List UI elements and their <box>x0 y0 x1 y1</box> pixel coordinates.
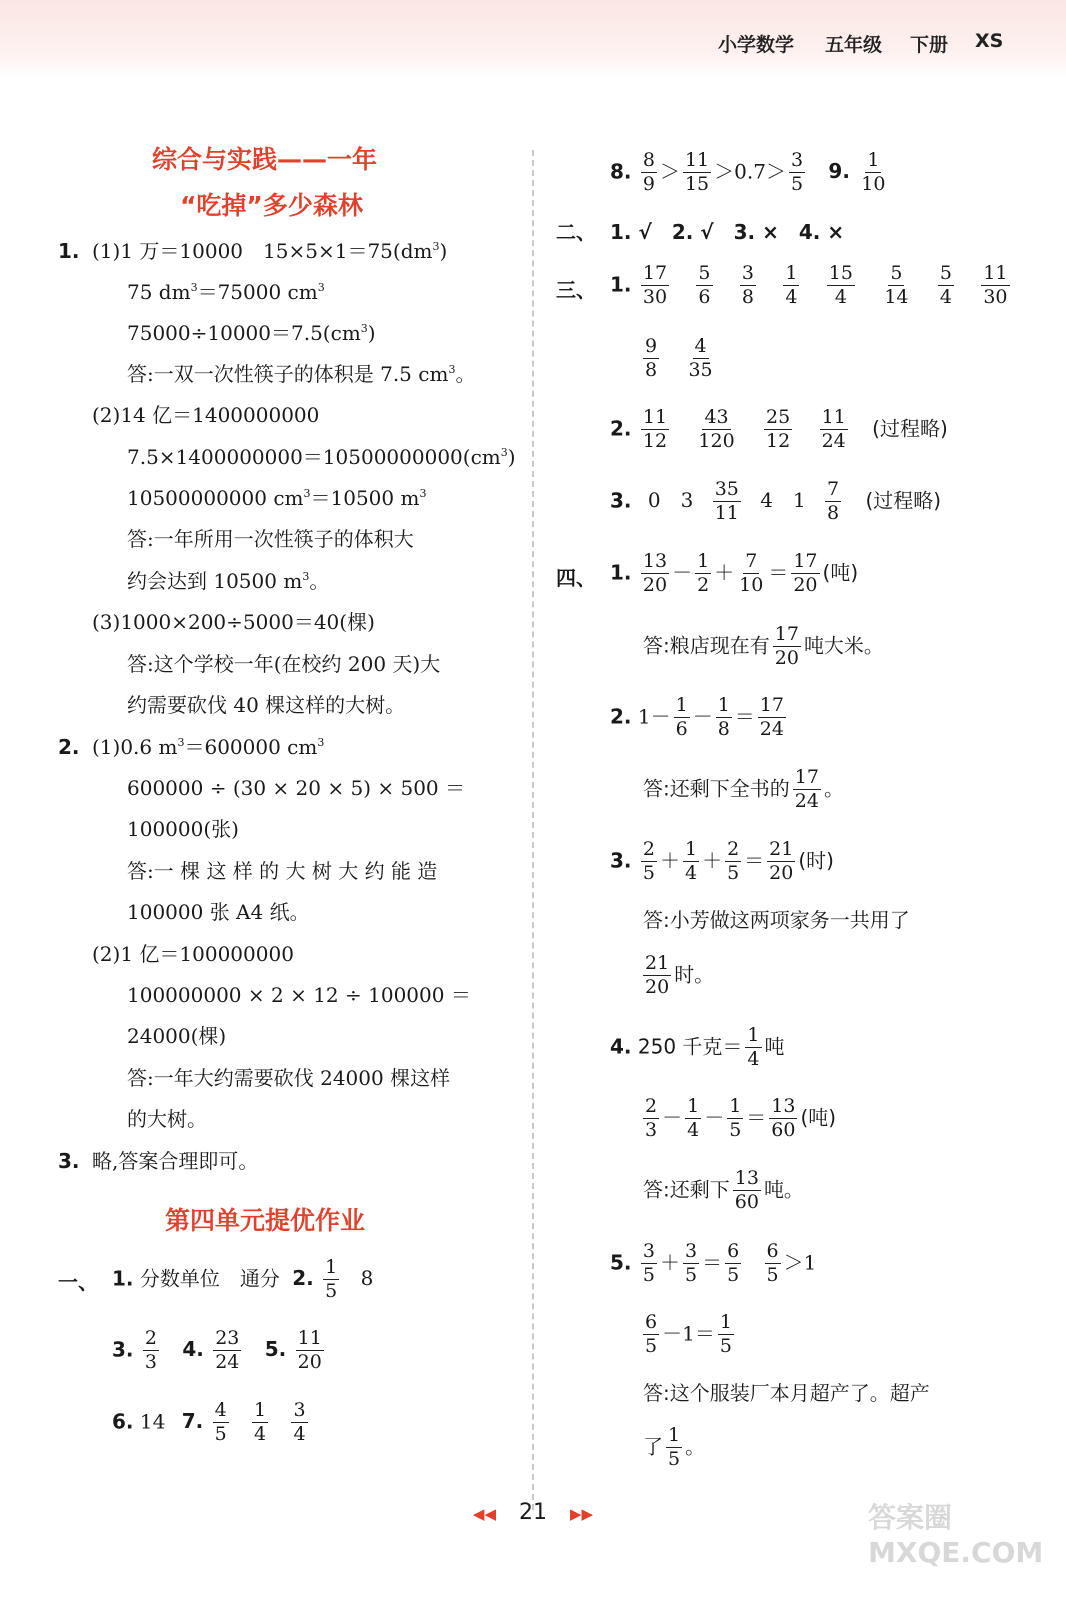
fraction: $\frac{23}{24}$ <box>215 1327 240 1374</box>
fraction: $\frac{35}{11}$ <box>714 478 739 525</box>
fraction: $\frac{15}{4}$ <box>828 262 853 309</box>
fraction: $\frac{21}{20}$ <box>769 838 794 885</box>
column-divider <box>532 150 534 1510</box>
fraction: $\frac{11}{24}$ <box>821 406 846 453</box>
fraction: $\frac{2}{3}$ <box>144 1327 157 1374</box>
answer-line: 答:一年所用一次性筷子的体积大 <box>127 527 414 551</box>
answer-line: (2)1 亿＝100000000 <box>92 942 294 966</box>
answer-line <box>640 336 718 382</box>
fraction: $\frac{11}{20}$ <box>297 1327 322 1374</box>
fraction: $\frac{9}{8}$ <box>645 335 658 382</box>
answer-line: 6. 14 7. $\frac{4}{5}$ $\frac{1}{4}$ $\frac{3}{4}$ <box>112 1399 306 1446</box>
section-label: 一、 <box>58 1270 98 1294</box>
answer-line: 100000 张 A4 纸。 <box>127 900 310 924</box>
watermark: 答案圈 MXQE.COM <box>868 1501 1044 1569</box>
fraction: $\frac{3}{5}$ <box>642 1240 655 1287</box>
answer-line: (3)1000×200÷5000＝40(棵) <box>92 610 375 634</box>
fraction: $\frac{11}{30}$ <box>983 262 1008 309</box>
answer-line: 略,答案合理即可。 <box>92 1149 259 1173</box>
answer-line: 1. 分数单位 通分 2. $\frac{1}{5}$ 8 <box>112 1256 374 1303</box>
fraction: $\frac{1}{5}$ <box>325 1256 338 1303</box>
fraction: $\frac{2}{5}$ <box>727 838 740 885</box>
fraction: $\frac{2}{3}$ <box>645 1095 658 1142</box>
fraction: $\frac{1}{6}$ <box>675 694 688 741</box>
answer-line: 1. $\frac{13}{20}$ － $\frac{1}{2}$ ＋ $\frac{7}{10}$ ＝ $\frac{17}{20}$ (吨) <box>610 550 859 597</box>
answer-line: 答:一双一次性筷子的体积是 7.5 $cm^3$。 <box>127 362 476 386</box>
answer-line: 约会达到 10500 $m^3$。 <box>127 569 330 593</box>
answer-line: (2)14 亿＝1400000000 <box>92 403 320 427</box>
header-volume: 下册 <box>910 34 949 56</box>
fraction: $\frac{1}{4}$ <box>785 262 798 309</box>
answer-line: (1)1 万＝10000 $15\times 5\times 1=75(dm^3)$ <box>92 239 448 263</box>
fraction: $\frac{11}{15}$ <box>684 149 710 196</box>
answer-line: (1)0.6 $m^3=600000$ $cm^3$ <box>92 735 325 759</box>
fraction: $\frac{3}{8}$ <box>741 262 754 309</box>
prev-page-arrows-icon[interactable]: ◀◀ <box>472 1505 496 1523</box>
answer-line: 100000(张) <box>127 817 239 841</box>
answer-line: 24000(棵) <box>127 1024 227 1048</box>
section-title: 综合与实践——一年 <box>152 145 378 174</box>
question-number: 3. <box>58 1149 80 1173</box>
answer-line: 8. $\frac{8}{9}$ ＞ $\frac{11}{15}$ ＞0.7＞ $\frac{3}{5}$ 9. $\frac{1}{10}$ <box>610 149 886 196</box>
fraction: $\frac{3}{5}$ <box>790 149 804 196</box>
answer-line: 5. $\frac{3}{5}$ ＋ $\frac{3}{5}$ ＝ $\frac{6}{5}$ $\frac{6}{5}$ ＞1 <box>610 1240 817 1287</box>
question-number: 2. <box>58 735 80 759</box>
fraction: $\frac{1}{4}$ <box>747 1024 760 1071</box>
answer-line: 1. $\frac{17}{30}$ $\frac{5}{6}$ $\frac{3}{8}$ $\frac{1}{4}$ $\frac{15}{4}$ $\frac{5}{14}$ $\frac{5}{4}$ $\frac{11}{30}$ <box>610 262 1008 309</box>
page-number: 21 <box>519 1500 547 1525</box>
fraction: $\frac{7}{8}$ <box>827 478 840 525</box>
section-subtitle: “吃掉”多少森林 <box>180 191 363 220</box>
fraction: $\frac{4}{5}$ <box>214 1399 227 1446</box>
answer-line: 2. $\frac{11}{12}$ $\frac{43}{120}$ $\frac{25}{12}$ $\frac{11}{24}$ (过程略) <box>610 406 948 453</box>
fraction: $\frac{1}{5}$ <box>719 1311 732 1358</box>
fraction: $\frac{3}{5}$ <box>684 1240 698 1287</box>
answer-line: 600000 ÷ (30 × 20 × 5) × 500 ＝ <box>127 776 465 800</box>
fraction: $\frac{1}{10}$ <box>861 149 886 196</box>
answer-line: 4. 250 千克＝ $\frac{1}{4}$ 吨 <box>610 1024 785 1071</box>
fraction: $\frac{11}{12}$ <box>642 406 668 453</box>
fraction: $\frac{1}{5}$ <box>729 1095 742 1142</box>
section-label: 二、 <box>556 220 596 244</box>
fraction: $\frac{1}{8}$ <box>717 694 730 741</box>
fraction: $\frac{1}{5}$ <box>668 1424 681 1471</box>
fraction: $\frac{17}{24}$ <box>794 766 819 813</box>
header-band <box>0 0 1066 78</box>
answer-line: $7.5\times 1400000000=10500000000(cm^3)$ <box>127 445 516 469</box>
answer-line: 约需要砍伐 40 棵这样的大树。 <box>127 693 406 717</box>
answer-line: 10500000000 $cm^3=10500$ $m^3$ <box>127 486 427 510</box>
fraction: $\frac{17}{30}$ <box>642 262 668 309</box>
fraction: $\frac{1}{4}$ <box>684 838 698 885</box>
fraction: $\frac{7}{10}$ <box>739 550 764 597</box>
answer-line: 的大树。 <box>127 1107 207 1131</box>
answer-line: 答:还剩下全书的 $\frac{17}{24}$ 。 <box>643 766 844 813</box>
fraction: $\frac{17}{20}$ <box>793 550 818 597</box>
fraction: $\frac{6}{5}$ <box>766 1240 779 1287</box>
fraction: $\frac{5}{14}$ <box>884 262 909 309</box>
next-page-arrows-icon[interactable]: ▶▶ <box>570 1505 594 1523</box>
question-number: 1. <box>58 239 80 263</box>
fraction: $\frac{17}{24}$ <box>759 694 784 741</box>
fraction: $\frac{5}{6}$ <box>698 262 711 309</box>
section-label: 三、 <box>556 278 596 302</box>
answer-line: 答:一 棵 这 样 的 大 树 大 约 能 造 <box>127 859 438 883</box>
answer-line: 答:一年大约需要砍伐 24000 棵这样 <box>127 1066 451 1090</box>
answer-line: $75000\div 10000=7.5(cm^3)$ <box>127 321 376 345</box>
answer-line: 3. $\frac{2}{3}$ 4. $\frac{23}{24}$ 5. $\frac{11}{20}$ <box>112 1327 322 1374</box>
answer-line: 3. 0 3 $\frac{35}{11}$ 4 1 $\frac{7}{8}$ (过程略) <box>610 478 942 525</box>
fraction: $\frac{43}{120}$ <box>698 406 735 453</box>
fraction: $\frac{13}{20}$ <box>642 550 668 597</box>
answer-line: 答:这个服装厂本月超产了。超产 <box>643 1381 930 1405</box>
fraction: $\frac{3}{4}$ <box>293 1399 306 1446</box>
section-label: 四、 <box>556 566 596 590</box>
answer-line: 75 $dm^3=75000$ $cm^3$ <box>127 280 325 304</box>
unit-title: 第四单元提优作业 <box>165 1206 366 1235</box>
fraction: $\frac{25}{12}$ <box>766 406 791 453</box>
answer-line: 2. 1－ $\frac{1}{6}$ － $\frac{1}{8}$ ＝ $\frac{17}{24}$ <box>610 694 784 741</box>
fraction: $\frac{6}{5}$ <box>727 1240 740 1287</box>
fraction: $\frac{13}{60}$ <box>734 1167 759 1214</box>
header-edition: XS <box>975 30 1004 52</box>
answer-line: $\frac{21}{20}$ 时。 <box>645 952 715 999</box>
header-subject: 小学数学 <box>718 34 795 56</box>
answer-line: $\frac{6}{5}$ －1＝ $\frac{1}{5}$ <box>645 1311 732 1358</box>
fraction: $\frac{21}{20}$ <box>645 952 670 999</box>
answer-line: 答:这个学校一年(在校约 200 天)大 <box>127 652 441 676</box>
answer-line: $\frac{2}{3}$ － $\frac{1}{4}$ － $\frac{1}{5}$ ＝ $\frac{13}{60}$ (吨) <box>645 1095 837 1142</box>
header-grade: 五年级 <box>825 34 883 56</box>
fraction: $\frac{17}{20}$ <box>774 623 799 670</box>
answer-line: 答:还剩下 $\frac{13}{60}$ 吨。 <box>643 1167 804 1214</box>
answer-line: 1. √ 2. √ 3. × 4. × <box>610 220 845 244</box>
fraction: $\frac{1}{4}$ <box>254 1399 267 1446</box>
answer-line: 100000000 × 2 × 12 ÷ 100000 ＝ <box>127 983 471 1007</box>
fraction: $\frac{6}{5}$ <box>645 1311 658 1358</box>
fraction: $\frac{2}{5}$ <box>642 838 655 885</box>
answer-line: 了 $\frac{1}{5}$ 。 <box>643 1424 706 1471</box>
answer-line: 答:粮店现在有 $\frac{17}{20}$ 吨大米。 <box>643 623 884 670</box>
fraction: $\frac{8}{9}$ <box>642 149 655 196</box>
answer-line: 答:小芳做这两项家务一共用了 <box>643 908 910 932</box>
fraction: $\frac{1}{2}$ <box>697 550 710 597</box>
fraction: $\frac{13}{60}$ <box>771 1095 796 1142</box>
fraction: $\frac{5}{4}$ <box>939 262 952 309</box>
fraction: $\frac{1}{4}$ <box>687 1095 700 1142</box>
fraction: $\frac{4}{35}$ <box>688 335 713 382</box>
answer-line: 3. $\frac{2}{5}$ ＋ $\frac{1}{4}$ ＋ $\frac{2}{5}$ ＝ $\frac{21}{20}$ (时) <box>610 838 834 885</box>
